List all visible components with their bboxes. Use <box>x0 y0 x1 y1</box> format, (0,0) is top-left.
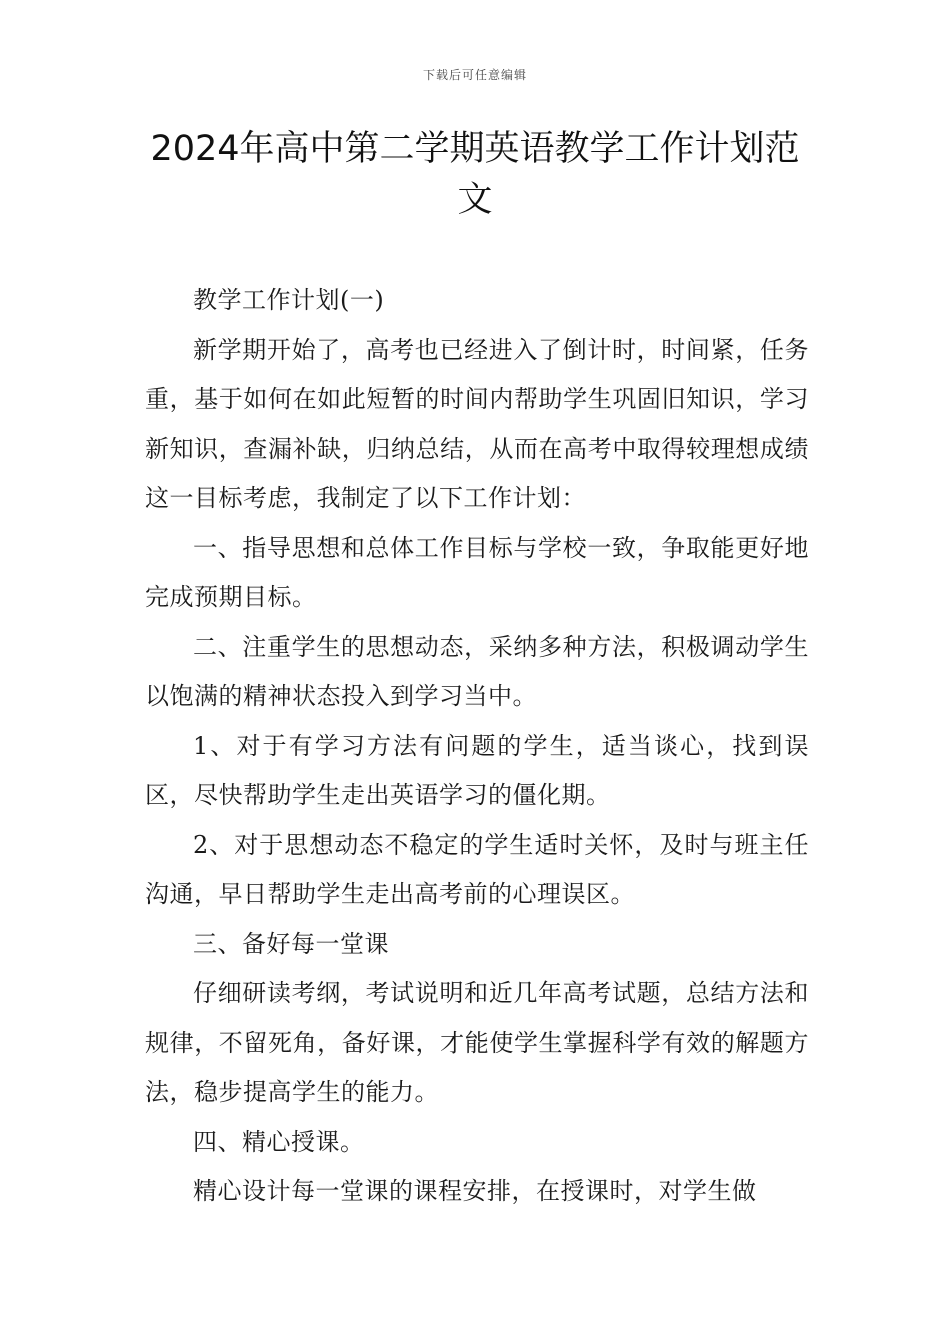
section-heading: 四、精心授课。 <box>193 1127 365 1156</box>
body-paragraph: 一、指导思想和总体工作目标与学校一致，争取能更好地完成预期目标。 <box>145 533 809 611</box>
document-title: 2024年高中第二学期英语教学工作计划范文 <box>150 129 800 220</box>
section-heading: 三、备好每一堂课 <box>193 929 389 958</box>
header-note: 下载后可任意编辑 <box>422 68 527 82</box>
body-paragraph: 仔细研读考纲，考试说明和近几年高考试题，总结方法和规律，不留死角，备好课，才能使学生掌握科学有效的解题方法，稳步提高学生的能力。 <box>145 979 809 1106</box>
section-heading: 教学工作计划(一) <box>193 286 385 314</box>
body-paragraph: 新学期开始了，高考也已经进入了倒计时，时间紧，任务重，基于如何在如此短暂的时间内帮助学生巩固旧知识，学习新知识，查漏补缺，归纳总结，从而在高考中取得较理想成绩这一目标考虑，我制定了以下工作计划： <box>145 335 809 512</box>
body-paragraph: 精心设计每一堂课的课程安排，在授课时，对学生做 <box>193 1177 757 1205</box>
body-paragraph: 2、对于思想动态不稳定的学生适时关怀，及时与班主任沟通，早日帮助学生走出高考前的心理误区。 <box>145 830 809 908</box>
body-paragraph: 1、对于有学习方法有问题的学生，适当谈心，找到误区，尽快帮助学生走出英语学习的僵化期。 <box>145 731 809 809</box>
document-body <box>145 276 809 1217</box>
body-paragraph: 二、注重学生的思想动态，采纳多种方法，积极调动学生以饱满的精神状态投入到学习当中。 <box>145 632 809 710</box>
